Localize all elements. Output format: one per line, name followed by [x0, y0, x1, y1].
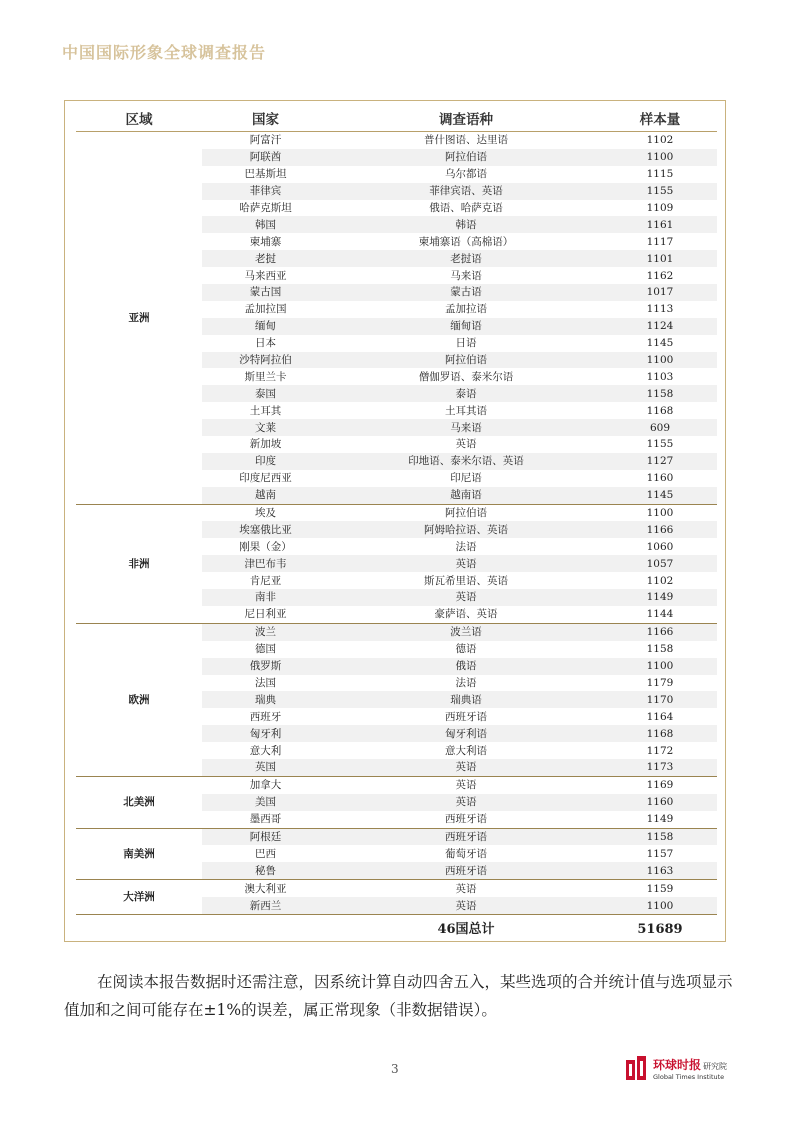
- rounding-note: 在阅读本报告数据时还需注意，因系统计算自动四舍五入，某些选项的合并统计值与选项显示值加和之间可能存在±1%的误差，属正常现象（非数据错误）。: [64, 973, 733, 1019]
- language-cell: 意大利语: [445, 744, 487, 757]
- language-cell: 韩语: [329, 216, 603, 233]
- country-cell: 印度尼西亚: [239, 472, 292, 485]
- header-region: 区域: [76, 105, 202, 132]
- language-cell: 英语: [329, 555, 603, 572]
- language-cell: 阿拉伯语: [329, 352, 603, 369]
- language-cell: 法语: [455, 540, 477, 553]
- sample-size-cell: 1166: [603, 521, 717, 538]
- country-cell: 德国: [255, 643, 276, 656]
- sample-size-cell: 1155: [646, 438, 674, 451]
- sample-size-cell: 1124: [603, 318, 717, 335]
- language-cell: 印地语、泰米尔语、英语: [329, 453, 603, 470]
- country-cell: 尼日利亚: [244, 608, 287, 621]
- language-cell: 老挝语: [329, 250, 603, 267]
- sample-size-cell: 1168: [603, 725, 717, 742]
- language-cell: 缅甸语: [329, 318, 603, 335]
- region-cell: 南美洲: [76, 828, 202, 880]
- language-cell: 乌尔都语: [445, 168, 487, 181]
- language-cell: 葡萄牙语: [445, 847, 487, 860]
- language-cell: 英语: [329, 776, 603, 793]
- page-number: 3: [391, 1062, 399, 1076]
- language-cell: 日语: [455, 337, 477, 350]
- country-cell: 瑞典: [202, 691, 329, 708]
- sample-size-cell: 1127: [603, 453, 717, 470]
- country-cell: 蒙古国: [202, 284, 329, 301]
- language-cell: 俄语、哈萨克语: [429, 202, 503, 214]
- sample-size-cell: 1164: [646, 710, 674, 723]
- sample-size-cell: 1145: [646, 337, 674, 350]
- sample-size-cell: 1057: [603, 555, 717, 572]
- language-cell: 阿姆哈拉语、英语: [329, 521, 603, 538]
- country-cell: 加拿大: [202, 776, 329, 793]
- country-cell: 刚果（金）: [239, 540, 292, 553]
- language-cell: 孟加拉语: [445, 303, 487, 316]
- country-cell: 阿根廷: [202, 828, 329, 845]
- country-cell: 柬埔寨: [249, 235, 282, 248]
- language-cell: 德语: [455, 643, 477, 656]
- country-cell: 阿富汗: [249, 134, 282, 147]
- sample-size-cell: 1159: [603, 880, 717, 897]
- country-cell: 印度: [202, 453, 329, 470]
- country-cell: 埃及: [202, 504, 329, 521]
- table-row: [76, 880, 717, 897]
- language-cell: 普什图语、达里语: [424, 134, 508, 147]
- country-cell: 新西兰: [202, 897, 329, 914]
- sample-size-cell: 1168: [646, 404, 674, 417]
- logo-english-text: Global Times Institute: [653, 1073, 725, 1081]
- sample-size-cell: 1144: [646, 608, 674, 621]
- language-cell: 英语: [329, 589, 603, 606]
- sample-size-cell: 1113: [646, 303, 674, 316]
- sample-size-cell: 1145: [603, 487, 717, 504]
- language-cell: 马来语: [329, 419, 603, 436]
- total-label: 46国总计: [329, 914, 603, 945]
- sample-size-cell: 1102: [646, 134, 674, 147]
- country-cell: 韩国: [202, 216, 329, 233]
- region-cell: 非洲: [76, 504, 202, 623]
- sample-size-cell: 1117: [646, 235, 674, 248]
- language-cell: 英语: [329, 759, 603, 776]
- country-cell: 阿联酋: [202, 149, 329, 166]
- language-cell: 印尼语: [450, 472, 482, 485]
- country-cell: 法国: [255, 676, 276, 689]
- language-cell: 土耳其语: [445, 404, 487, 417]
- language-cell: 瑞典语: [329, 691, 603, 708]
- region-cell: 欧洲: [76, 623, 202, 776]
- language-cell: 柬埔寨语（高棉语）: [418, 235, 514, 248]
- language-cell: 阿拉伯语: [329, 504, 603, 521]
- country-cell: 老挝: [202, 250, 329, 267]
- language-cell: 西班牙语: [329, 862, 603, 879]
- country-cell: 新加坡: [249, 438, 282, 451]
- country-cell: 意大利: [249, 744, 282, 757]
- language-cell: 斯瓦希里语、英语: [424, 574, 508, 587]
- sample-size-cell: 1101: [603, 250, 717, 267]
- country-cell: 哈萨克斯坦: [239, 202, 292, 214]
- total-row: [76, 914, 717, 945]
- country-cell: 南非: [202, 589, 329, 606]
- table-header-row: [76, 105, 717, 132]
- report-header-title: 中国国际形象全球调查报告: [62, 43, 267, 62]
- country-cell: 孟加拉国: [244, 303, 287, 316]
- country-cell: 秘鲁: [202, 862, 329, 879]
- sample-size-cell: 1161: [603, 216, 717, 233]
- language-cell: 西班牙语: [445, 813, 487, 826]
- header-sample-size: 样本量: [603, 105, 717, 132]
- language-cell: 法语: [455, 676, 477, 689]
- language-cell: 僧伽罗语、泰米尔语: [418, 370, 514, 383]
- sample-size-cell: 1103: [646, 370, 674, 383]
- country-cell: 俄罗斯: [202, 658, 329, 675]
- table-row: [76, 132, 717, 149]
- country-cell: 马来西亚: [244, 269, 287, 282]
- country-cell: 英国: [202, 759, 329, 776]
- sample-size-cell: 1060: [646, 540, 674, 553]
- survey-sample-table: [76, 105, 717, 945]
- country-cell: 泰国: [202, 385, 329, 402]
- logo-suffix: 研究院: [703, 1062, 728, 1071]
- logo-mark-icon: [626, 1056, 648, 1082]
- language-cell: 英语: [329, 897, 603, 914]
- table-body: [76, 132, 717, 915]
- header-country: 国家: [202, 105, 329, 132]
- total-value: 51689: [603, 914, 717, 945]
- language-cell: 菲律宾语、英语: [329, 183, 603, 200]
- global-times-institute-logo: [626, 1056, 731, 1086]
- country-cell: 巴基斯坦: [244, 168, 287, 181]
- sample-size-cell: 1160: [603, 794, 717, 811]
- sample-size-cell: 1100: [603, 504, 717, 521]
- sample-size-cell: 1149: [603, 589, 717, 606]
- language-cell: 英语: [455, 438, 477, 451]
- sample-size-cell: 1158: [646, 643, 674, 656]
- country-cell: 墨西哥: [249, 813, 282, 826]
- logo-brand-name: 环球时报: [653, 1058, 702, 1072]
- language-cell: 蒙古语: [329, 284, 603, 301]
- sample-size-cell: 1155: [603, 183, 717, 200]
- sample-size-cell: 1100: [603, 149, 717, 166]
- logo-chinese-text: [653, 1056, 727, 1073]
- country-cell: 沙特阿拉伯: [202, 352, 329, 369]
- country-cell: 西班牙: [249, 710, 282, 723]
- language-cell: 泰语: [329, 385, 603, 402]
- sample-size-cell: 1158: [603, 385, 717, 402]
- sample-size-cell: 1179: [646, 676, 674, 689]
- sample-size-cell: 1169: [603, 776, 717, 793]
- sample-size-cell: 1109: [646, 202, 674, 214]
- country-cell: 文莱: [202, 419, 329, 436]
- sample-size-cell: 1149: [646, 813, 674, 826]
- sample-size-cell: 609: [603, 419, 717, 436]
- language-cell: 西班牙语: [445, 710, 487, 723]
- country-cell: 匈牙利: [202, 725, 329, 742]
- country-cell: 津巴布韦: [202, 555, 329, 572]
- sample-size-cell: 1157: [646, 847, 674, 860]
- country-cell: 斯里兰卡: [244, 370, 287, 383]
- country-cell: 菲律宾: [202, 183, 329, 200]
- sample-size-cell: 1163: [603, 862, 717, 879]
- region-cell: 大洋洲: [76, 880, 202, 915]
- language-cell: 马来语: [450, 269, 482, 282]
- country-cell: 波兰: [202, 623, 329, 640]
- language-cell: 豪萨语、英语: [434, 608, 498, 621]
- sample-size-cell: 1173: [603, 759, 717, 776]
- language-cell: 波兰语: [329, 623, 603, 640]
- table-row: [76, 504, 717, 521]
- sample-size-cell: 1017: [603, 284, 717, 301]
- sample-size-cell: 1100: [603, 352, 717, 369]
- sample-size-cell: 1115: [646, 168, 674, 181]
- language-cell: 西班牙语: [329, 828, 603, 845]
- country-cell: 土耳其: [249, 404, 282, 417]
- sample-size-cell: 1102: [646, 574, 674, 587]
- country-cell: 越南: [202, 487, 329, 504]
- country-cell: 日本: [255, 337, 276, 350]
- language-cell: 匈牙利语: [329, 725, 603, 742]
- language-cell: 越南语: [329, 487, 603, 504]
- country-cell: 缅甸: [202, 318, 329, 335]
- country-cell: 埃塞俄比亚: [202, 521, 329, 538]
- sample-size-cell: 1172: [646, 744, 674, 757]
- country-cell: 巴西: [255, 847, 276, 860]
- language-cell: 阿拉伯语: [329, 149, 603, 166]
- table-row: [76, 776, 717, 793]
- country-cell: 澳大利亚: [202, 880, 329, 897]
- sample-size-cell: 1170: [603, 691, 717, 708]
- sample-size-cell: 1100: [603, 658, 717, 675]
- country-cell: 美国: [202, 794, 329, 811]
- sample-size-cell: 1166: [603, 623, 717, 640]
- sample-size-cell: 1158: [603, 828, 717, 845]
- table-row: [76, 828, 717, 845]
- region-cell: 亚洲: [128, 311, 150, 324]
- sample-size-cell: 1162: [646, 269, 674, 282]
- country-cell: 肯尼亚: [249, 574, 282, 587]
- table-row: [76, 623, 717, 640]
- header-language: 调查语种: [329, 105, 603, 132]
- sample-size-cell: 1100: [603, 897, 717, 914]
- region-cell: 北美洲: [76, 776, 202, 828]
- language-cell: 英语: [329, 794, 603, 811]
- sample-size-cell: 1160: [646, 472, 674, 485]
- language-cell: 英语: [329, 880, 603, 897]
- language-cell: 俄语: [329, 658, 603, 675]
